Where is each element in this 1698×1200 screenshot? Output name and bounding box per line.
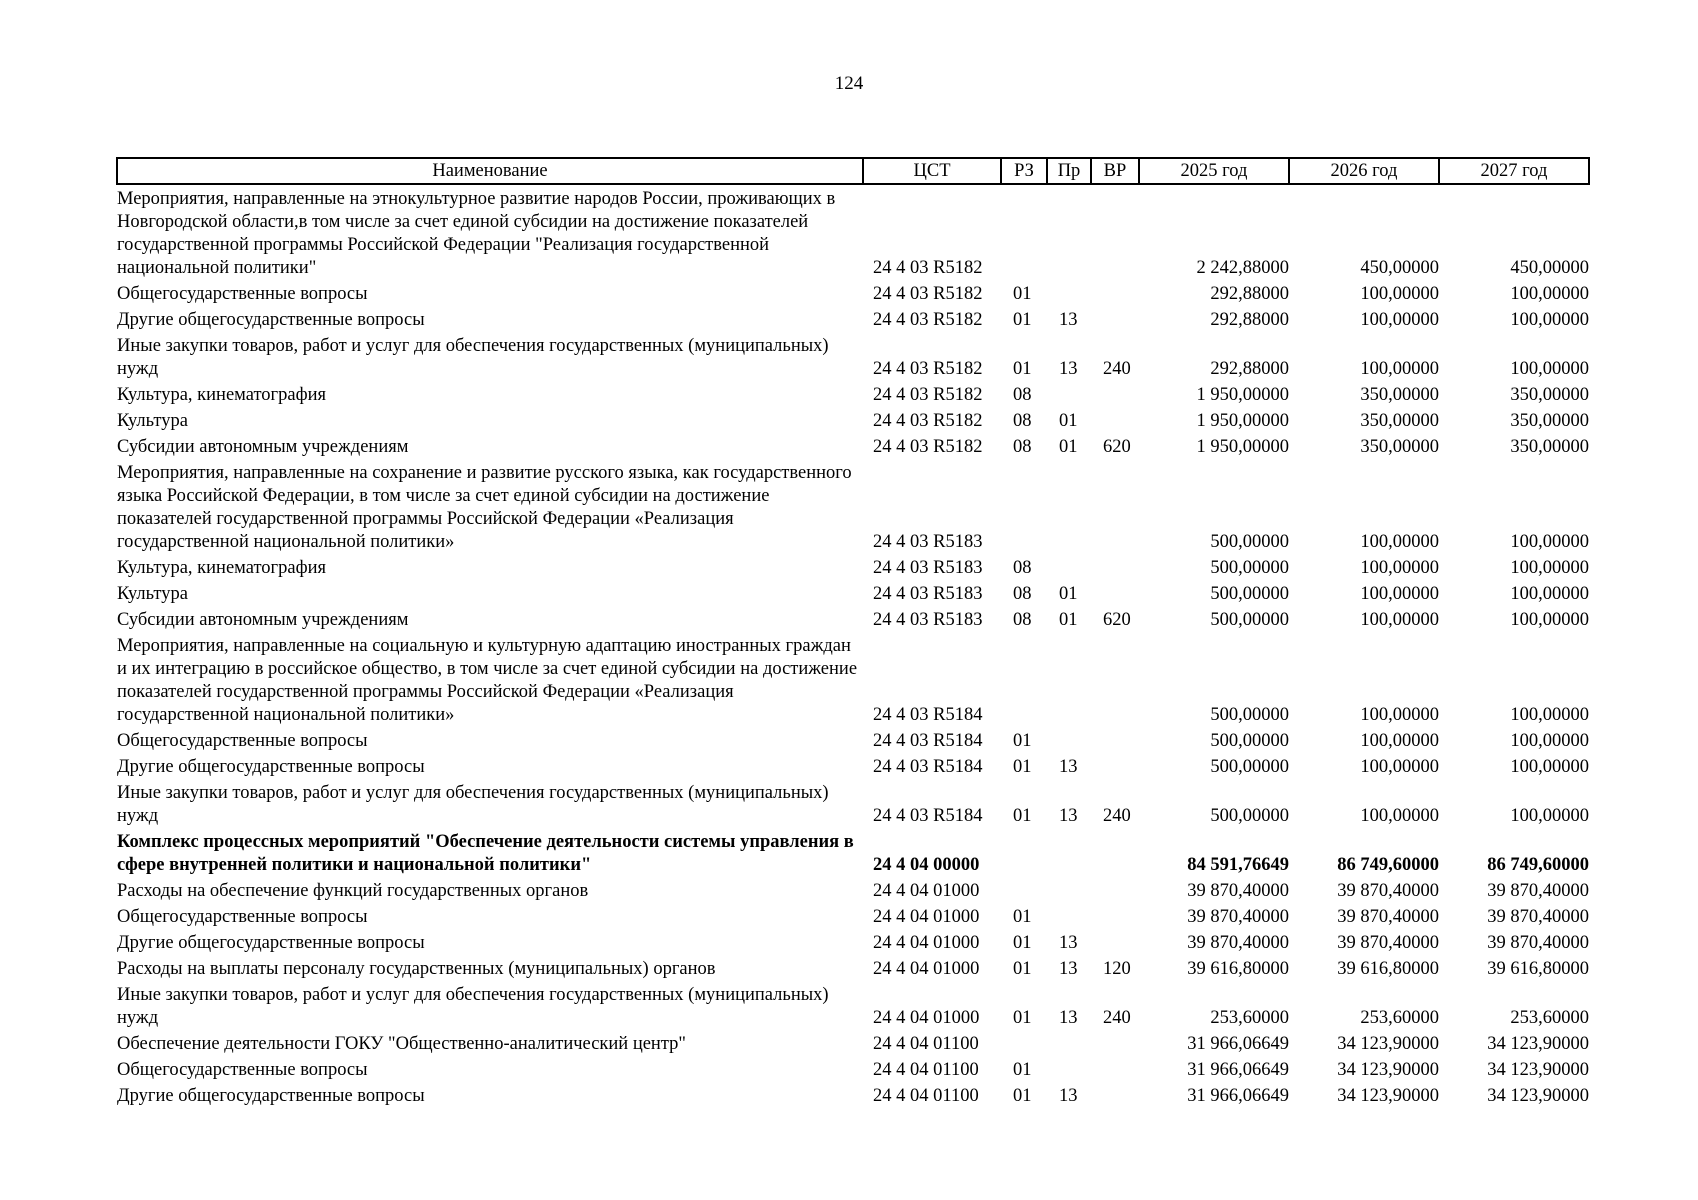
cell-cst: 24 4 04 01100 xyxy=(873,1060,979,1080)
cell-pr: 13 xyxy=(1059,806,1078,826)
cell-2025: 500,00000 xyxy=(1210,610,1289,630)
cell-pr: 13 xyxy=(1059,933,1078,953)
table-row xyxy=(117,1082,1589,1108)
cell-2027: 39 616,80000 xyxy=(1487,959,1589,979)
cell-pr: 13 xyxy=(1059,1008,1078,1028)
cell-cst: 24 4 04 01100 xyxy=(873,1034,979,1054)
cell-name: Иные закупки товаров, работ и услуг для обеспечения государственных (муниципальных) нужд xyxy=(117,783,829,826)
cell-name: Другие общегосударственные вопросы xyxy=(117,757,425,777)
cell-cst: 24 4 03 R5182 xyxy=(873,258,983,278)
header-2027: 2027 год xyxy=(1439,158,1589,184)
cell-2027: 350,00000 xyxy=(1510,437,1589,457)
cell-2026: 86 749,60000 xyxy=(1337,855,1439,875)
cell-name: Расходы на обеспечение функций государственных органов xyxy=(117,881,589,901)
cell-name: Субсидии автономным учреждениям xyxy=(117,437,409,457)
cell-2026: 100,00000 xyxy=(1360,310,1439,330)
cell-2026: 100,00000 xyxy=(1360,359,1439,379)
cell-2027: 100,00000 xyxy=(1510,584,1589,604)
table-row xyxy=(117,779,1589,828)
cell-vr xyxy=(1091,1056,1139,1082)
cell-vr xyxy=(1091,1082,1139,1108)
table-row xyxy=(117,981,1589,1030)
cell-vr xyxy=(1091,280,1139,306)
cell-pr: 13 xyxy=(1059,1086,1078,1106)
cell-pr: 13 xyxy=(1059,310,1078,330)
cell-vr xyxy=(1091,580,1139,606)
cell-vr xyxy=(1091,407,1139,433)
cell-2026: 100,00000 xyxy=(1360,284,1439,304)
header-pr: Пр xyxy=(1047,158,1091,184)
cell-2025: 500,00000 xyxy=(1210,731,1289,751)
cell-2027: 39 870,40000 xyxy=(1487,881,1589,901)
cell-2027: 100,00000 xyxy=(1510,705,1589,725)
table-row xyxy=(117,903,1589,929)
cell-2026: 39 870,40000 xyxy=(1337,881,1439,901)
cell-name: Другие общегосударственные вопросы xyxy=(117,1086,425,1106)
cell-2026: 253,60000 xyxy=(1360,1008,1439,1028)
cell-name: Общегосударственные вопросы xyxy=(117,731,368,751)
cell-2026: 100,00000 xyxy=(1360,532,1439,552)
cell-2027: 34 123,90000 xyxy=(1487,1086,1589,1106)
cell-vr xyxy=(1091,1030,1139,1056)
cell-cst: 24 4 03 R5183 xyxy=(873,584,983,604)
cell-2026: 350,00000 xyxy=(1360,437,1439,457)
cell-2027: 253,60000 xyxy=(1510,1008,1589,1028)
cell-2026: 450,00000 xyxy=(1360,258,1439,278)
cell-name: Субсидии автономным учреждениям xyxy=(117,610,409,630)
cell-pr xyxy=(1047,877,1091,903)
cell-pr: 01 xyxy=(1059,584,1078,604)
table-row xyxy=(117,727,1589,753)
cell-pr xyxy=(1047,1030,1091,1056)
table-body xyxy=(117,184,1589,1108)
cell-2025: 1 950,00000 xyxy=(1196,385,1289,405)
cell-rz: 01 xyxy=(1013,959,1032,979)
cell-pr xyxy=(1047,1056,1091,1082)
cell-cst: 24 4 03 R5184 xyxy=(873,757,983,777)
header-rz: РЗ xyxy=(1001,158,1047,184)
cell-2026: 100,00000 xyxy=(1360,558,1439,578)
table-row xyxy=(117,1030,1589,1056)
cell-2025: 500,00000 xyxy=(1210,757,1289,777)
cell-name: Культура, кинематография xyxy=(117,385,327,405)
cell-vr xyxy=(1091,753,1139,779)
cell-vr: 620 xyxy=(1103,610,1131,630)
cell-name: Мероприятия, направленные на сохранение и развитие русского языка, как государственного языка Российской Федерации, в том числе за счет единой субсидии на достижение показателей государственной программы Российской Федерации «Реализация государственной национальной политики» xyxy=(117,463,852,552)
cell-cst: 24 4 04 00000 xyxy=(873,855,980,875)
cell-pr: 01 xyxy=(1059,411,1078,431)
cell-name: Обеспечение деятельности ГОКУ "Общественно-аналитический центр" xyxy=(117,1034,686,1054)
cell-vr xyxy=(1091,877,1139,903)
cell-rz: 01 xyxy=(1013,1086,1032,1106)
cell-2025: 292,88000 xyxy=(1210,359,1289,379)
cell-2027: 100,00000 xyxy=(1510,806,1589,826)
cell-2026: 100,00000 xyxy=(1360,610,1439,630)
cell-cst: 24 4 04 01100 xyxy=(873,1086,979,1106)
cell-cst: 24 4 03 R5182 xyxy=(873,437,983,457)
cell-rz: 01 xyxy=(1013,806,1032,826)
cell-rz: 08 xyxy=(1013,437,1032,457)
cell-pr xyxy=(1047,459,1091,554)
cell-2025: 500,00000 xyxy=(1210,558,1289,578)
cell-cst: 24 4 03 R5182 xyxy=(873,284,983,304)
cell-vr xyxy=(1091,184,1139,280)
cell-rz: 01 xyxy=(1013,757,1032,777)
cell-vr xyxy=(1091,828,1139,877)
cell-2027: 86 749,60000 xyxy=(1487,855,1589,875)
cell-rz: 01 xyxy=(1013,310,1032,330)
table-row xyxy=(117,580,1589,606)
cell-pr xyxy=(1047,903,1091,929)
page-number: 124 xyxy=(834,73,864,94)
cell-name: Общегосударственные вопросы xyxy=(117,1060,368,1080)
cell-name: Мероприятия, направленные на социальную и культурную адаптацию иностранных граждан и их интеграцию в российское общество, в том числе за счет единой субсидии на достижение показателей государственной программы Российской Федерации «Реализация государственной национальной политики» xyxy=(117,636,858,725)
cell-2025: 500,00000 xyxy=(1210,806,1289,826)
cell-2026: 34 123,90000 xyxy=(1337,1034,1439,1054)
cell-2027: 100,00000 xyxy=(1510,310,1589,330)
cell-name: Иные закупки товаров, работ и услуг для обеспечения государственных (муниципальных) нужд xyxy=(117,336,829,379)
cell-2025: 2 242,88000 xyxy=(1196,258,1289,278)
cell-2025: 500,00000 xyxy=(1210,705,1289,725)
cell-2025: 39 870,40000 xyxy=(1187,907,1289,927)
cell-cst: 24 4 03 R5183 xyxy=(873,532,983,552)
cell-pr xyxy=(1047,381,1091,407)
cell-cst: 24 4 04 01000 xyxy=(873,881,980,901)
cell-cst: 24 4 03 R5184 xyxy=(873,731,983,751)
table-row xyxy=(117,407,1589,433)
cell-name: Иные закупки товаров, работ и услуг для обеспечения государственных (муниципальных) нужд xyxy=(117,985,829,1028)
cell-name: Другие общегосударственные вопросы xyxy=(117,933,425,953)
budget-table xyxy=(116,157,1590,1108)
cell-rz: 01 xyxy=(1013,284,1032,304)
cell-pr xyxy=(1047,828,1091,877)
cell-cst: 24 4 04 01000 xyxy=(873,933,980,953)
cell-2027: 100,00000 xyxy=(1510,558,1589,578)
cell-rz: 08 xyxy=(1013,385,1032,405)
header-name: Наименование xyxy=(117,158,863,184)
cell-cst: 24 4 04 01000 xyxy=(873,907,980,927)
table-row xyxy=(117,459,1589,554)
cell-rz: 01 xyxy=(1013,359,1032,379)
cell-2025: 253,60000 xyxy=(1210,1008,1289,1028)
cell-name: Культура xyxy=(117,584,188,604)
cell-name: Мероприятия, направленные на этнокультурное развитие народов России, проживающих в Новгородской области,в том числе за счет единой субсидии на достижение показателей государственной программы Российской Федерации "Реализация государственной национальной политики" xyxy=(117,189,836,278)
cell-vr: 120 xyxy=(1103,959,1131,979)
cell-2027: 100,00000 xyxy=(1510,532,1589,552)
cell-2027: 350,00000 xyxy=(1510,385,1589,405)
cell-pr: 13 xyxy=(1059,757,1078,777)
cell-pr xyxy=(1047,727,1091,753)
cell-pr: 13 xyxy=(1059,359,1078,379)
cell-vr: 240 xyxy=(1103,1008,1131,1028)
cell-cst: 24 4 03 R5182 xyxy=(873,310,983,330)
cell-cst: 24 4 03 R5182 xyxy=(873,385,983,405)
cell-2026: 39 870,40000 xyxy=(1337,933,1439,953)
cell-2025: 39 616,80000 xyxy=(1187,959,1289,979)
cell-rz: 01 xyxy=(1013,1008,1032,1028)
cell-vr: 240 xyxy=(1103,806,1131,826)
table-row xyxy=(117,332,1589,381)
cell-pr xyxy=(1047,280,1091,306)
cell-2025: 1 950,00000 xyxy=(1196,437,1289,457)
cell-rz: 01 xyxy=(1013,907,1032,927)
cell-2025: 500,00000 xyxy=(1210,532,1289,552)
cell-rz xyxy=(1001,828,1047,877)
cell-vr xyxy=(1091,459,1139,554)
cell-rz: 08 xyxy=(1013,411,1032,431)
cell-2027: 350,00000 xyxy=(1510,411,1589,431)
cell-2025: 292,88000 xyxy=(1210,310,1289,330)
cell-2026: 100,00000 xyxy=(1360,731,1439,751)
table-row xyxy=(117,606,1589,632)
cell-cst: 24 4 03 R5183 xyxy=(873,610,983,630)
cell-name: Общегосударственные вопросы xyxy=(117,907,368,927)
table-row xyxy=(117,929,1589,955)
header-cst: ЦСТ xyxy=(863,158,1001,184)
cell-rz xyxy=(1001,459,1047,554)
cell-2026: 100,00000 xyxy=(1360,584,1439,604)
cell-vr xyxy=(1091,306,1139,332)
cell-rz: 08 xyxy=(1013,558,1032,578)
cell-2025: 292,88000 xyxy=(1210,284,1289,304)
cell-cst: 24 4 04 01000 xyxy=(873,1008,980,1028)
cell-pr: 01 xyxy=(1059,437,1078,457)
cell-2027: 39 870,40000 xyxy=(1487,907,1589,927)
table-row xyxy=(117,184,1589,280)
cell-name: Общегосударственные вопросы xyxy=(117,284,368,304)
cell-name: Культура xyxy=(117,411,188,431)
cell-2027: 100,00000 xyxy=(1510,731,1589,751)
cell-rz: 01 xyxy=(1013,731,1032,751)
cell-2025: 84 591,76649 xyxy=(1187,855,1289,875)
cell-pr xyxy=(1047,554,1091,580)
cell-pr: 13 xyxy=(1059,959,1078,979)
cell-2027: 39 870,40000 xyxy=(1487,933,1589,953)
cell-cst: 24 4 03 R5184 xyxy=(873,806,983,826)
cell-cst: 24 4 03 R5182 xyxy=(873,359,983,379)
cell-rz xyxy=(1001,877,1047,903)
cell-pr: 01 xyxy=(1059,610,1078,630)
table-row xyxy=(117,877,1589,903)
table-row xyxy=(117,828,1589,877)
cell-vr: 240 xyxy=(1103,359,1131,379)
cell-vr xyxy=(1091,903,1139,929)
table-row xyxy=(117,381,1589,407)
cell-2026: 100,00000 xyxy=(1360,757,1439,777)
cell-name: Расходы на выплаты персоналу государственных (муниципальных) органов xyxy=(117,959,716,979)
cell-cst: 24 4 03 R5183 xyxy=(873,558,983,578)
cell-2026: 34 123,90000 xyxy=(1337,1086,1439,1106)
table-row xyxy=(117,554,1589,580)
cell-rz xyxy=(1001,184,1047,280)
cell-2026: 350,00000 xyxy=(1360,385,1439,405)
table-row xyxy=(117,632,1589,727)
table-row xyxy=(117,1056,1589,1082)
table-row xyxy=(117,433,1589,459)
cell-pr xyxy=(1047,184,1091,280)
table-row xyxy=(117,280,1589,306)
cell-2025: 500,00000 xyxy=(1210,584,1289,604)
cell-vr xyxy=(1091,727,1139,753)
cell-name: Другие общегосударственные вопросы xyxy=(117,310,425,330)
cell-vr: 620 xyxy=(1103,437,1131,457)
cell-rz: 08 xyxy=(1013,584,1032,604)
cell-name: Комплекс процессных мероприятий "Обеспечение деятельности системы управления в сфере внутренней политики и национальной политики" xyxy=(117,832,854,875)
cell-rz xyxy=(1001,632,1047,727)
cell-2027: 100,00000 xyxy=(1510,359,1589,379)
cell-2027: 100,00000 xyxy=(1510,284,1589,304)
cell-vr xyxy=(1091,632,1139,727)
cell-2027: 34 123,90000 xyxy=(1487,1060,1589,1080)
cell-2025: 39 870,40000 xyxy=(1187,881,1289,901)
cell-2026: 350,00000 xyxy=(1360,411,1439,431)
cell-2027: 34 123,90000 xyxy=(1487,1034,1589,1054)
table-header-row xyxy=(117,158,1589,184)
cell-cst: 24 4 03 R5184 xyxy=(873,705,983,725)
cell-pr xyxy=(1047,632,1091,727)
cell-2026: 39 870,40000 xyxy=(1337,907,1439,927)
header-2025: 2025 год xyxy=(1139,158,1289,184)
table-row xyxy=(117,753,1589,779)
cell-cst: 24 4 04 01000 xyxy=(873,959,980,979)
table-row xyxy=(117,955,1589,981)
cell-2025: 31 966,06649 xyxy=(1187,1060,1289,1080)
header-2026: 2026 год xyxy=(1289,158,1439,184)
cell-cst: 24 4 03 R5182 xyxy=(873,411,983,431)
cell-2027: 450,00000 xyxy=(1510,258,1589,278)
cell-2027: 100,00000 xyxy=(1510,757,1589,777)
cell-vr xyxy=(1091,381,1139,407)
header-vr: ВР xyxy=(1091,158,1139,184)
cell-name: Культура, кинематография xyxy=(117,558,327,578)
cell-2025: 31 966,06649 xyxy=(1187,1034,1289,1054)
cell-2027: 100,00000 xyxy=(1510,610,1589,630)
cell-2026: 100,00000 xyxy=(1360,806,1439,826)
cell-vr xyxy=(1091,929,1139,955)
cell-2026: 39 616,80000 xyxy=(1337,959,1439,979)
cell-rz xyxy=(1001,1030,1047,1056)
cell-2025: 1 950,00000 xyxy=(1196,411,1289,431)
cell-rz: 01 xyxy=(1013,933,1032,953)
cell-2025: 39 870,40000 xyxy=(1187,933,1289,953)
cell-2025: 31 966,06649 xyxy=(1187,1086,1289,1106)
cell-rz: 08 xyxy=(1013,610,1032,630)
table-row xyxy=(117,306,1589,332)
cell-2026: 34 123,90000 xyxy=(1337,1060,1439,1080)
cell-2026: 100,00000 xyxy=(1360,705,1439,725)
cell-vr xyxy=(1091,554,1139,580)
cell-rz: 01 xyxy=(1013,1060,1032,1080)
